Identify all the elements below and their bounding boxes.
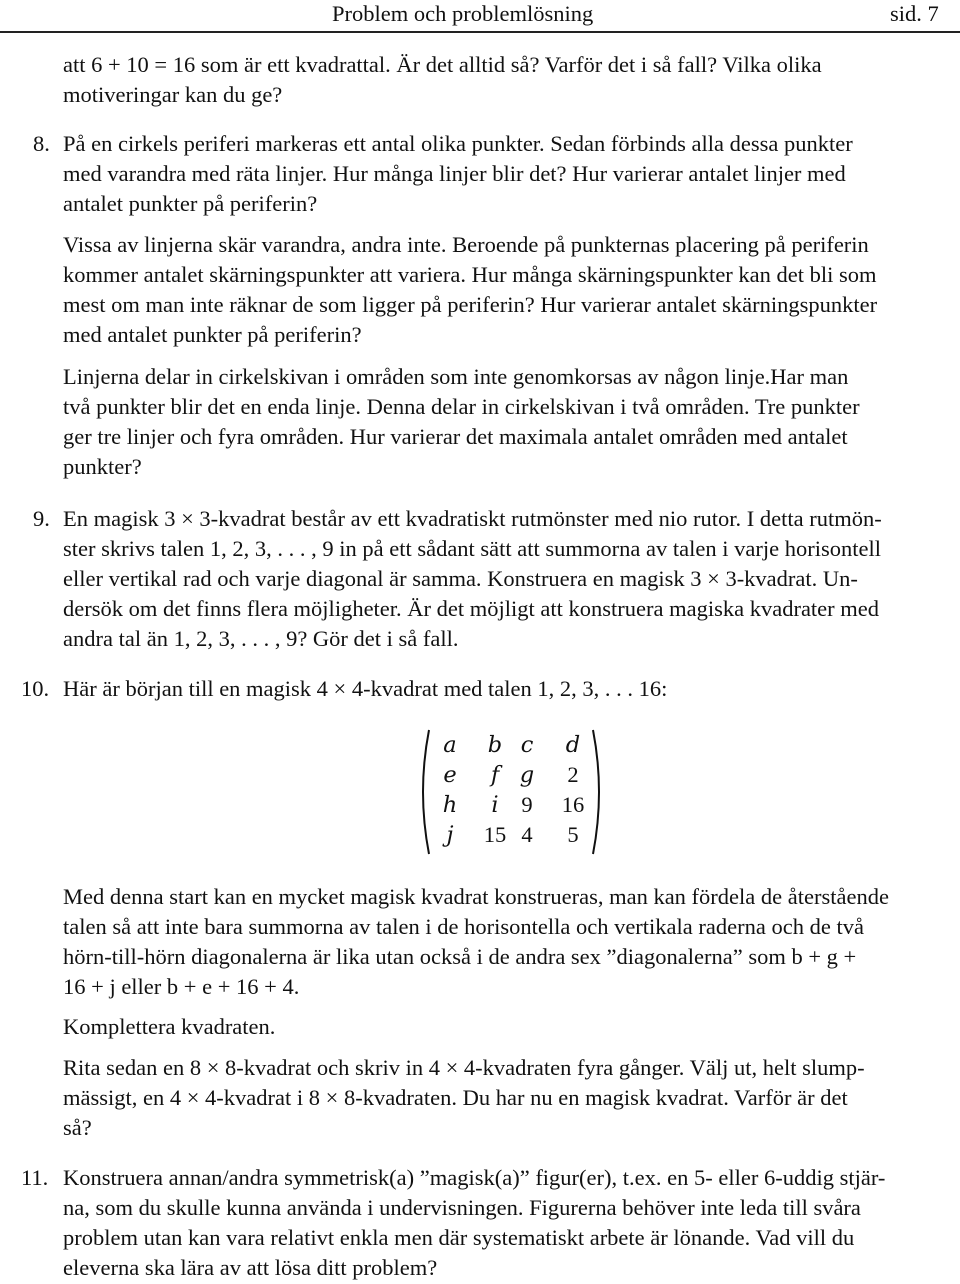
header-rule (0, 31, 960, 33)
problem-number: 11. (21, 1165, 49, 1190)
text-line: punkter? (63, 454, 142, 479)
intro-paragraph (63, 50, 958, 110)
text-line: motiveringar kan du ge? (63, 82, 283, 107)
problem-number: 10. (21, 676, 50, 701)
text-line: två punkter blir det en enda linje. Denna delar in cirkelskivan i två områden. Tre punkter (63, 394, 860, 419)
text-line: På en cirkels periferi markeras ett antal olika punkter. Sedan förbinds alla dessa punkter (63, 131, 853, 156)
text-line: Konstruera annan/andra symmetrisk(a) ”magisk(a)” figur(er), t.ex. en 5- eller 6-uddig stjär- (63, 1165, 886, 1190)
matrix-cell: 15 (483, 822, 507, 847)
problem-11-paragraph (63, 1163, 958, 1283)
problem-number: 9. (33, 506, 50, 531)
problem-8-paragraph-3 (63, 362, 958, 482)
matrix-cell: b (487, 732, 503, 758)
matrix-cell: a (443, 732, 457, 758)
problem-10-paragraph-3 (63, 1053, 958, 1143)
matrix-cell: 9 (521, 792, 533, 817)
text-line: att 6 + 10 = 16 som är ett kvadrattal. Är det alltid så? Varför det i så fall? Vilka olika (63, 52, 822, 77)
matrix-cell: g (519, 762, 535, 788)
text-line: Med denna start kan en mycket magisk kvadrat konstrueras, man kan fördela de återstående (63, 884, 889, 909)
text-line: andra tal än 1, 2, 3, . . . , 9? Gör det i så fall. (63, 626, 459, 651)
text-line: na, som du skulle kunna använda i undervisningen. Figurerna behöver inte leda till svåra (63, 1195, 861, 1220)
text-line: Linjerna delar in cirkelskivan i områden som inte genomkorsas av någon linje.Har man (63, 364, 849, 389)
problem-9-paragraph (63, 504, 958, 654)
text-line: med antalet punkter på periferin? (63, 322, 362, 347)
matrix-cell: 5 (567, 822, 579, 847)
text-line: En magisk 3 × 3-kvadrat består av ett kvadratiskt rutmönster med nio rutor. I detta rutmön- (63, 506, 882, 531)
text-line: hörn-till-hörn diagonalerna är lika utan också i de andra sex ”diagonalerna” som b + g + (63, 944, 857, 969)
problem-8-paragraph-1 (63, 129, 958, 219)
matrix-cell: c (520, 732, 534, 758)
text-line: Vissa av linjerna skär varandra, andra inte. Beroende på punkternas placering på periferin (63, 232, 869, 257)
header-title: Problem och problemlösning (332, 1, 594, 26)
right-parenthesis (591, 728, 607, 856)
problem-10-intro (63, 674, 958, 704)
text-line: Rita sedan en 8 × 8-kvadrat och skriv in 4 × 4-kvadraten fyra gånger. Välj ut, helt slump- (63, 1055, 865, 1080)
problem-10-paragraph-1 (63, 882, 958, 1002)
text-line: eleverna ska lära av att lösa ditt problem? (63, 1255, 438, 1280)
matrix-cell: 2 (567, 762, 579, 787)
matrix-cell: 4 (521, 822, 533, 847)
text-line: kommer antalet skärningspunkter att variera. Hur många skärningspunkter kan det bli som (63, 262, 877, 287)
text-line: mässigt, en 4 × 4-kvadrat i 8 × 8-kvadraten. Du har nu en magisk kvadrat. Varför är det (63, 1085, 848, 1110)
matrix-cell: i (491, 792, 499, 818)
page-header (0, 0, 960, 34)
text-line: antalet punkter på periferin? (63, 191, 318, 216)
text-line: med varandra med räta linjer. Hur många linjer blir det? Hur varierar antalet linjer med (63, 161, 846, 186)
problem-number: 8. (33, 131, 50, 156)
text-line: eller vertikal rad och varje diagonal är samma. Konstruera en magisk 3 × 3-kvadrat. Un- (63, 566, 858, 591)
matrix-cell: d (565, 732, 581, 758)
text-line: dersök om det finns flera möjligheter. Är det möjligt att konstruera magiska kvadrater med (63, 596, 880, 621)
text-line: så? (63, 1115, 92, 1140)
text-line: talen så att inte bara summorna av talen i de horisontella och vertikala raderna och de två (63, 914, 864, 939)
text-line: Här är början till en magisk 4 × 4-kvadrat med talen 1, 2, 3, . . . 16: (63, 676, 668, 701)
magic-square-matrix (415, 728, 605, 856)
text-line: ger tre linjer och fyra områden. Hur varierar det maximala antalet områden med antalet (63, 424, 848, 449)
text-line: Komplettera kvadraten. (63, 1014, 276, 1039)
matrix-cell: f (490, 762, 500, 788)
left-parenthesis (415, 728, 431, 856)
page-number: sid. 7 (890, 1, 939, 26)
matrix-cell: j (446, 822, 454, 848)
matrix-cell: h (442, 792, 458, 818)
problem-8-paragraph-2 (63, 230, 958, 350)
problem-10-paragraph-2 (63, 1012, 958, 1042)
text-line: 16 + j eller b + e + 16 + 4. (63, 974, 300, 999)
matrix-cell: e (443, 762, 457, 788)
text-line: mest om man inte räknar de som ligger på periferin? Hur varierar antalet skärningspunkter (63, 292, 878, 317)
text-line: problem utan kan vara relativt enkla men där systematiskt arbete är lönande. Vad vill du (63, 1225, 855, 1250)
text-line: ster skrivs talen 1, 2, 3, . . . , 9 in på ett sådant sätt att summorna av talen i varje horisontell (63, 536, 881, 561)
matrix-cell: 16 (561, 792, 585, 817)
